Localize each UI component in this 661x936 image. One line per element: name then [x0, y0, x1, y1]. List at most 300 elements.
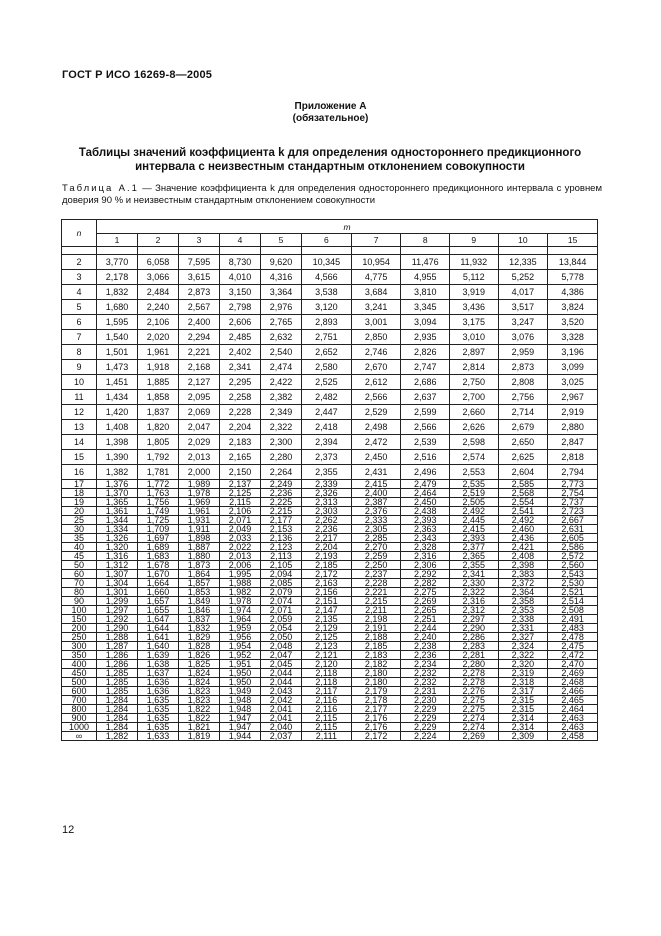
value-cell: 2,123	[261, 543, 302, 552]
value-cell: 1,858	[138, 390, 179, 405]
value-cell: 2,322	[261, 420, 302, 435]
n-cell: 40	[62, 543, 97, 552]
value-cell: 1,821	[179, 723, 220, 732]
value-cell: 2,415	[449, 525, 498, 534]
value-cell: 4,386	[548, 285, 598, 300]
value-cell: 2,251	[401, 615, 450, 624]
table-spacer-row	[62, 247, 598, 255]
value-cell: 2,244	[401, 624, 450, 633]
value-cell: 2,228	[351, 579, 401, 588]
value-cell: 2,850	[351, 330, 401, 345]
value-cell: 2,269	[449, 732, 498, 741]
value-cell: 2,560	[548, 561, 598, 570]
value-cell: 2,491	[548, 615, 598, 624]
value-cell: 1,595	[97, 315, 138, 330]
value-cell: 1,857	[179, 579, 220, 588]
value-cell: 1,678	[138, 561, 179, 570]
n-cell: 70	[62, 579, 97, 588]
n-cell: 8	[62, 345, 97, 360]
value-cell: 1,365	[97, 498, 138, 507]
spacer-cell	[220, 247, 261, 255]
value-cell: 2,585	[498, 480, 548, 489]
value-cell: 2,204	[220, 420, 261, 435]
n-cell: 20	[62, 507, 97, 516]
value-cell: 3,684	[351, 285, 401, 300]
value-cell: 2,044	[261, 678, 302, 687]
n-cell: 7	[62, 330, 97, 345]
value-cell: 2,306	[401, 561, 450, 570]
value-cell: 2,191	[351, 624, 401, 633]
value-cell: 2,543	[548, 570, 598, 579]
value-cell: 2,116	[302, 705, 352, 714]
value-cell: 2,281	[449, 651, 498, 660]
value-cell: 2,400	[351, 489, 401, 498]
spacer-cell	[449, 247, 498, 255]
value-cell: 1,974	[220, 606, 261, 615]
value-cell: 3,175	[449, 315, 498, 330]
value-cell: 2,106	[220, 507, 261, 516]
n-cell: 1000	[62, 723, 97, 732]
value-cell: 2,479	[401, 480, 450, 489]
value-cell: 2,315	[498, 705, 548, 714]
value-cell: 1,297	[97, 606, 138, 615]
m-group-header: m	[97, 220, 598, 234]
n-cell: 45	[62, 552, 97, 561]
value-cell: 1,434	[97, 390, 138, 405]
value-cell: 2,316	[401, 552, 450, 561]
value-cell: 1,636	[138, 678, 179, 687]
value-cell: 2,492	[498, 516, 548, 525]
n-column-header: n	[62, 220, 97, 247]
value-cell: 2,353	[498, 606, 548, 615]
value-cell: 2,185	[302, 561, 352, 570]
value-cell: 1,948	[220, 705, 261, 714]
value-cell: 2,535	[449, 480, 498, 489]
value-cell: 2,094	[261, 570, 302, 579]
value-cell: 2,224	[401, 732, 450, 741]
value-cell: 2,221	[351, 588, 401, 597]
value-cell: 1,969	[179, 498, 220, 507]
value-cell: 2,475	[548, 642, 598, 651]
value-cell: 2,006	[220, 561, 261, 570]
value-cell: 1,948	[220, 696, 261, 705]
value-cell: 2,177	[351, 705, 401, 714]
value-cell: 2,106	[138, 315, 179, 330]
table-row	[62, 270, 598, 285]
value-cell: 2,176	[351, 723, 401, 732]
value-cell: 2,327	[498, 633, 548, 642]
value-cell: 2,341	[449, 570, 498, 579]
value-cell: 2,047	[261, 651, 302, 660]
value-cell: 1,956	[220, 633, 261, 642]
value-cell: 3,919	[449, 285, 498, 300]
value-cell: 2,163	[302, 579, 352, 588]
value-cell: 2,382	[261, 390, 302, 405]
table-row	[62, 420, 598, 435]
n-cell: 16	[62, 465, 97, 480]
value-cell: 2,521	[548, 588, 598, 597]
value-cell: 1,689	[138, 543, 179, 552]
value-cell: 6,058	[138, 255, 179, 270]
appendix-status: (обязательное)	[292, 113, 369, 124]
value-cell: 2,967	[548, 390, 598, 405]
value-cell: 2,105	[261, 561, 302, 570]
table-row	[62, 330, 598, 345]
value-cell: 2,604	[498, 465, 548, 480]
value-cell: 1,825	[179, 660, 220, 669]
value-cell: 2,309	[498, 732, 548, 741]
value-cell: 1,680	[97, 300, 138, 315]
value-cell: 10,954	[351, 255, 401, 270]
n-cell: 250	[62, 633, 97, 642]
value-cell: 2,129	[302, 624, 352, 633]
n-cell: 60	[62, 570, 97, 579]
value-cell: 2,297	[449, 615, 498, 624]
value-cell: 1,326	[97, 534, 138, 543]
value-cell: 1,285	[97, 678, 138, 687]
value-cell: 2,714	[498, 405, 548, 420]
value-cell: 2,115	[302, 714, 352, 723]
value-cell: 1,982	[220, 588, 261, 597]
n-cell: 400	[62, 660, 97, 669]
value-cell: 2,322	[449, 588, 498, 597]
m-value-header: 9	[449, 234, 498, 247]
value-cell: 2,320	[498, 660, 548, 669]
value-cell: 1,989	[179, 480, 220, 489]
value-cell: 3,001	[351, 315, 401, 330]
value-cell: 2,470	[548, 660, 598, 669]
value-cell: 2,554	[498, 498, 548, 507]
value-cell: 2,274	[449, 723, 498, 732]
value-cell: 2,377	[449, 543, 498, 552]
table-row	[62, 375, 598, 390]
value-cell: 2,305	[351, 525, 401, 534]
table-row	[62, 450, 598, 465]
value-cell: 2,598	[449, 435, 498, 450]
value-cell: 2,040	[261, 723, 302, 732]
value-cell: 2,221	[179, 345, 220, 360]
value-cell: 1,823	[179, 696, 220, 705]
value-cell: 2,275	[449, 705, 498, 714]
n-cell: ∞	[62, 732, 97, 741]
value-cell: 2,670	[351, 360, 401, 375]
value-cell: 2,232	[401, 669, 450, 678]
spacer-cell	[179, 247, 220, 255]
value-cell: 2,737	[548, 498, 598, 507]
n-cell: 50	[62, 561, 97, 570]
value-cell: 2,632	[261, 330, 302, 345]
value-cell: 2,606	[220, 315, 261, 330]
n-cell: 17	[62, 480, 97, 489]
value-cell: 12,335	[498, 255, 548, 270]
value-cell: 2,326	[302, 489, 352, 498]
value-cell: 13,844	[548, 255, 598, 270]
value-cell: 3,328	[548, 330, 598, 345]
value-cell: 2,250	[351, 561, 401, 570]
spacer-cell	[401, 247, 450, 255]
value-cell: 3,025	[548, 375, 598, 390]
value-cell: 1,829	[179, 633, 220, 642]
value-cell: 1,947	[220, 714, 261, 723]
value-cell: 2,612	[351, 375, 401, 390]
value-cell: 1,638	[138, 660, 179, 669]
n-cell: 300	[62, 642, 97, 651]
value-cell: 2,278	[449, 678, 498, 687]
value-cell: 5,778	[548, 270, 598, 285]
table-row	[62, 255, 598, 270]
table-row	[62, 285, 598, 300]
value-cell: 2,282	[401, 579, 450, 588]
table-body	[62, 247, 598, 741]
value-cell: 2,343	[401, 534, 450, 543]
value-cell: 2,318	[498, 678, 548, 687]
n-cell: 100	[62, 606, 97, 615]
value-cell: 1,382	[97, 465, 138, 480]
value-cell: 2,468	[548, 678, 598, 687]
value-cell: 2,341	[220, 360, 261, 375]
value-cell: 2,029	[179, 435, 220, 450]
m-value-header: 2	[138, 234, 179, 247]
value-cell: 2,567	[179, 300, 220, 315]
value-cell: 1,334	[97, 525, 138, 534]
n-cell: 900	[62, 714, 97, 723]
value-cell: 2,333	[351, 516, 401, 525]
value-cell: 2,300	[261, 435, 302, 450]
value-cell: 2,339	[302, 480, 352, 489]
m-value-header: 8	[401, 234, 450, 247]
value-cell: 1,880	[179, 552, 220, 561]
value-cell: 2,292	[401, 570, 450, 579]
m-value-header: 1	[97, 234, 138, 247]
value-cell: 2,204	[302, 543, 352, 552]
value-cell: 2,324	[498, 642, 548, 651]
n-cell: 19	[62, 498, 97, 507]
n-cell: 35	[62, 534, 97, 543]
value-cell: 2,637	[401, 390, 450, 405]
value-cell: 4,017	[498, 285, 548, 300]
value-cell: 11,476	[401, 255, 450, 270]
value-cell: 2,111	[302, 732, 352, 741]
table-row	[62, 360, 598, 375]
spacer-cell	[138, 247, 179, 255]
n-cell: 800	[62, 705, 97, 714]
value-cell: 2,398	[498, 561, 548, 570]
value-cell: 3,094	[401, 315, 450, 330]
n-cell: 18	[62, 489, 97, 498]
value-cell: 1,647	[138, 615, 179, 624]
m-value-header: 4	[220, 234, 261, 247]
table-header	[62, 220, 598, 247]
coefficient-table	[61, 219, 598, 741]
value-cell: 3,538	[302, 285, 352, 300]
value-cell: 3,615	[179, 270, 220, 285]
spacer-cell	[548, 247, 598, 255]
value-cell: 2,172	[302, 570, 352, 579]
value-cell: 2,264	[261, 465, 302, 480]
table-caption-label: Таблица А.1	[62, 183, 139, 194]
value-cell: 2,814	[449, 360, 498, 375]
value-cell: 1,683	[138, 552, 179, 561]
value-cell: 1,655	[138, 606, 179, 615]
table-row	[62, 315, 598, 330]
value-cell: 2,312	[449, 606, 498, 615]
value-cell: 2,472	[351, 435, 401, 450]
value-cell: 1,954	[220, 642, 261, 651]
value-cell: 1,864	[179, 570, 220, 579]
value-cell: 4,955	[401, 270, 450, 285]
value-cell: 1,540	[97, 330, 138, 345]
value-cell: 2,240	[401, 633, 450, 642]
value-cell: 2,045	[261, 660, 302, 669]
n-cell: 350	[62, 651, 97, 660]
n-cell: 3	[62, 270, 97, 285]
value-cell: 2,498	[351, 420, 401, 435]
spacer-cell	[302, 247, 352, 255]
m-value-header: 3	[179, 234, 220, 247]
n-cell: 4	[62, 285, 97, 300]
value-cell: 1,398	[97, 435, 138, 450]
value-cell: 3,520	[548, 315, 598, 330]
value-cell: 3,824	[548, 300, 598, 315]
value-cell: 2,147	[302, 606, 352, 615]
value-cell: 2,469	[548, 669, 598, 678]
value-cell: 2,754	[548, 489, 598, 498]
value-cell: 2,458	[548, 732, 598, 741]
value-cell: 2,418	[302, 420, 352, 435]
value-cell: 1,304	[97, 579, 138, 588]
value-cell: 2,652	[302, 345, 352, 360]
value-cell: 2,330	[449, 579, 498, 588]
value-cell: 1,952	[220, 651, 261, 660]
n-cell: 500	[62, 678, 97, 687]
value-cell: 5,252	[498, 270, 548, 285]
value-cell: 2,115	[220, 498, 261, 507]
value-cell: 2,180	[351, 678, 401, 687]
value-cell: 2,303	[302, 507, 352, 516]
value-cell: 2,178	[97, 270, 138, 285]
value-cell: 2,234	[401, 660, 450, 669]
value-cell: 1,978	[179, 489, 220, 498]
value-cell: 2,529	[351, 405, 401, 420]
spacer-cell	[62, 247, 97, 255]
value-cell: 1,657	[138, 597, 179, 606]
value-cell: 3,364	[261, 285, 302, 300]
value-cell: 2,229	[401, 723, 450, 732]
n-cell: 90	[62, 597, 97, 606]
value-cell: 1,635	[138, 714, 179, 723]
value-cell: 3,810	[401, 285, 450, 300]
value-cell: 1,961	[138, 345, 179, 360]
value-cell: 1,819	[179, 732, 220, 741]
value-cell: 1,664	[138, 579, 179, 588]
value-cell: 2,316	[449, 597, 498, 606]
value-cell: 2,580	[302, 360, 352, 375]
table-caption-text: — Значение коэффициента k для определения одностороннего предикционного интервала с уровнем доверия 90 % и неизвестным стандартным отклонением совокупности	[62, 183, 603, 206]
value-cell: 2,135	[302, 615, 352, 624]
section-title: Таблицы значений коэффициента k для определения одностороннего предикционного интервала с неизвестным стандартным отклонением совокупности	[78, 147, 582, 173]
value-cell: 2,177	[261, 516, 302, 525]
value-cell: 2,873	[179, 285, 220, 300]
value-cell: 1,885	[138, 375, 179, 390]
value-cell: 1,873	[179, 561, 220, 570]
n-cell: 12	[62, 405, 97, 420]
value-cell: 2,873	[498, 360, 548, 375]
value-cell: 2,539	[401, 435, 450, 450]
value-cell: 2,464	[548, 705, 598, 714]
value-cell: 2,355	[302, 465, 352, 480]
value-cell: 1,988	[220, 579, 261, 588]
value-cell: 3,517	[498, 300, 548, 315]
value-cell: 2,215	[351, 597, 401, 606]
value-cell: 2,331	[498, 624, 548, 633]
value-cell: 2,013	[179, 450, 220, 465]
value-cell: 2,285	[351, 534, 401, 543]
value-cell: 11,932	[449, 255, 498, 270]
value-cell: 2,020	[138, 330, 179, 345]
value-cell: 4,566	[302, 270, 352, 285]
value-cell: 2,541	[498, 507, 548, 516]
value-cell: 2,472	[548, 651, 598, 660]
value-cell: 2,178	[351, 696, 401, 705]
value-cell: 2,751	[302, 330, 352, 345]
value-cell: 2,225	[261, 498, 302, 507]
value-cell: 1,307	[97, 570, 138, 579]
value-cell: 2,450	[401, 498, 450, 507]
value-cell: 2,363	[401, 525, 450, 534]
value-cell: 1,978	[220, 597, 261, 606]
value-cell: 2,265	[401, 606, 450, 615]
value-cell: 2,605	[548, 534, 598, 543]
value-cell: 2,280	[261, 450, 302, 465]
value-cell: 2,229	[401, 714, 450, 723]
value-cell: 2,095	[179, 390, 220, 405]
value-cell: 2,358	[498, 597, 548, 606]
table-row	[62, 390, 598, 405]
value-cell: 1,370	[97, 489, 138, 498]
value-cell: 2,314	[498, 723, 548, 732]
value-cell: 1,837	[179, 615, 220, 624]
n-cell: 13	[62, 420, 97, 435]
value-cell: 2,054	[261, 624, 302, 633]
value-cell: 2,315	[498, 696, 548, 705]
n-cell: 450	[62, 669, 97, 678]
value-cell: 2,773	[548, 480, 598, 489]
value-cell: 2,376	[351, 507, 401, 516]
value-cell: 2,349	[261, 405, 302, 420]
value-cell: 1,316	[97, 552, 138, 561]
value-cell: 1,420	[97, 405, 138, 420]
spacer-cell	[261, 247, 302, 255]
value-cell: 1,832	[179, 624, 220, 633]
value-cell: 1,376	[97, 480, 138, 489]
value-cell: 2,044	[261, 669, 302, 678]
value-cell: 2,373	[302, 450, 352, 465]
value-cell: 2,516	[401, 450, 450, 465]
value-cell: 1,824	[179, 678, 220, 687]
value-cell: 1,408	[97, 420, 138, 435]
value-cell: 2,168	[179, 360, 220, 375]
value-cell: 2,274	[449, 714, 498, 723]
value-cell: 2,919	[548, 405, 598, 420]
value-cell: 2,466	[548, 687, 598, 696]
value-cell: 2,079	[261, 588, 302, 597]
value-cell: 1,286	[97, 660, 138, 669]
value-cell: 2,553	[449, 465, 498, 480]
value-cell: 2,276	[449, 687, 498, 696]
value-cell: 2,151	[302, 597, 352, 606]
n-cell: 14	[62, 435, 97, 450]
value-cell: 2,317	[498, 687, 548, 696]
